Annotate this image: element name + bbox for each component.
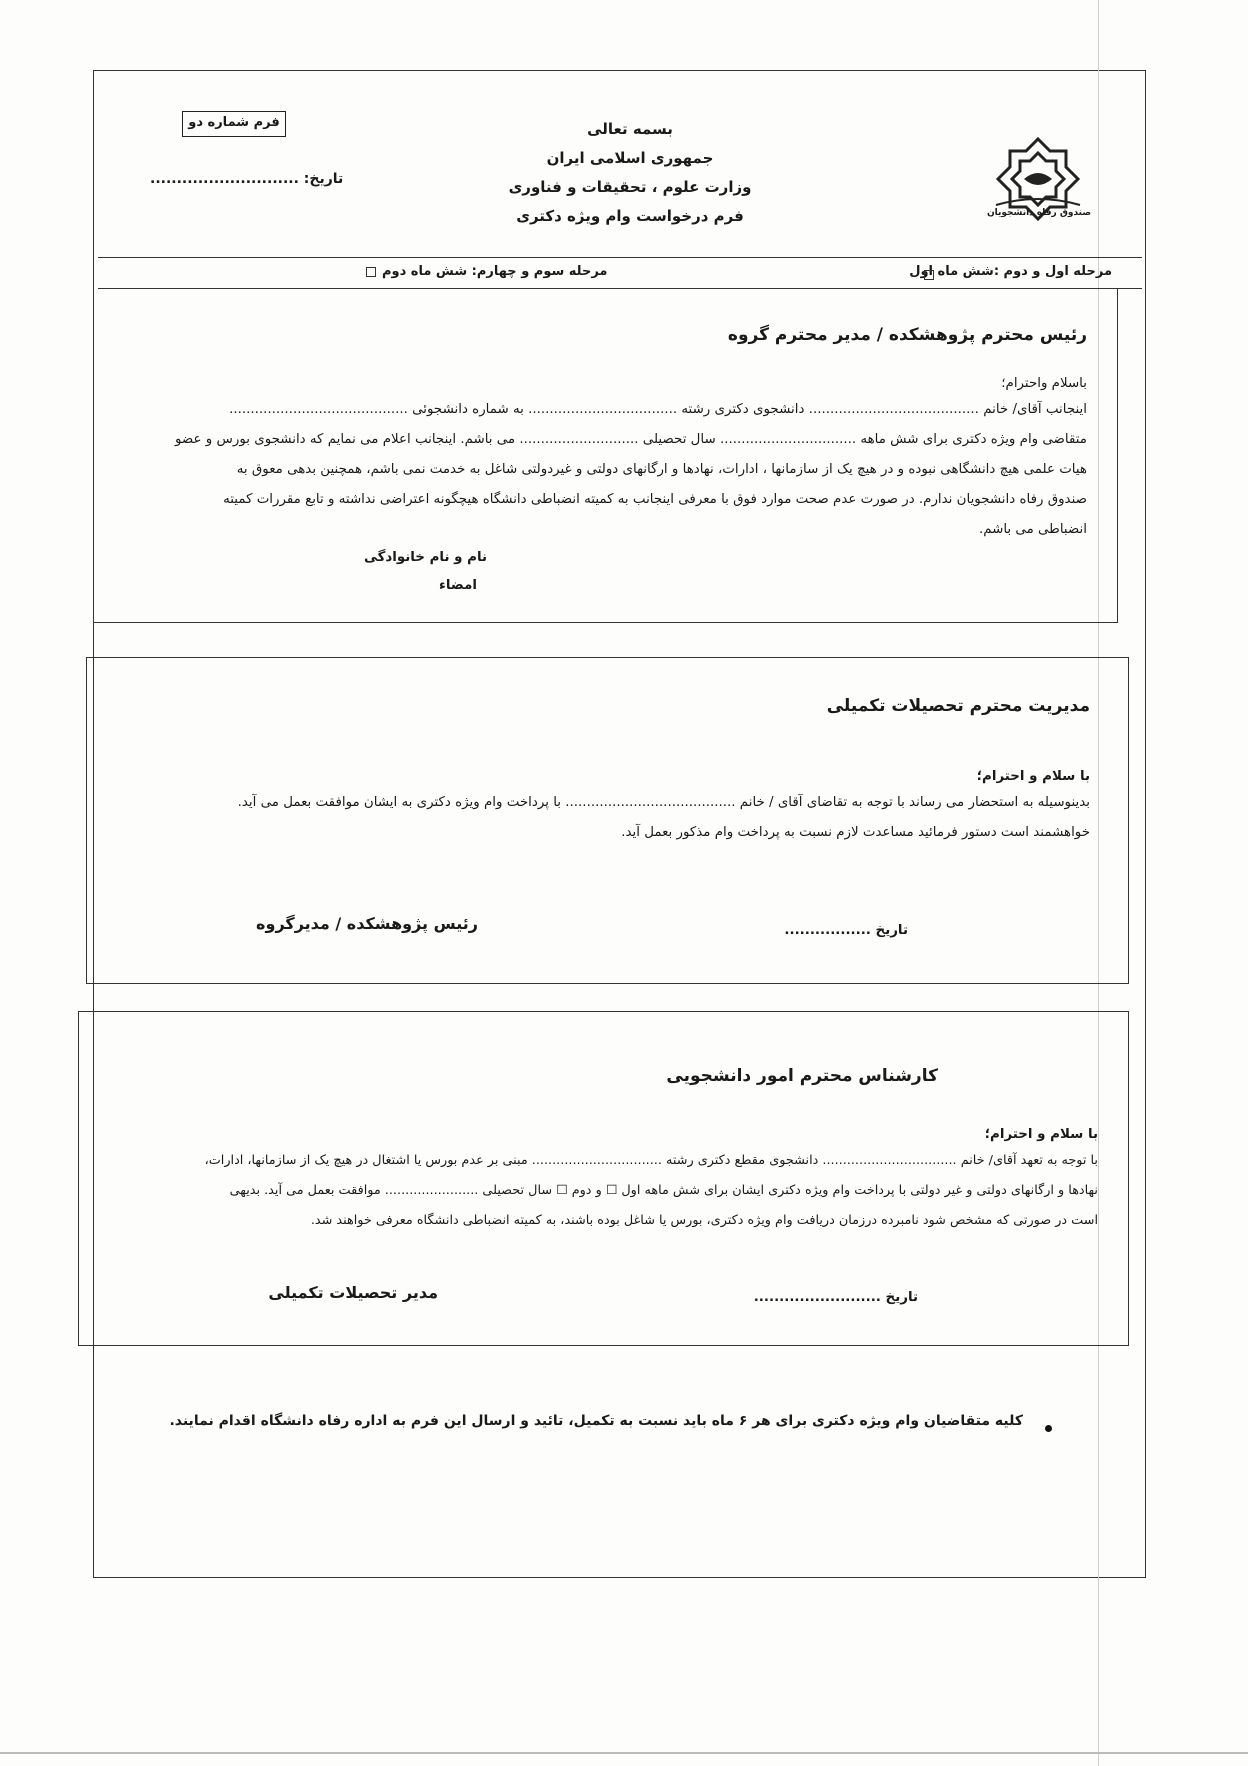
footnote: کلیه متقاضیان وام ویژه دکتری برای هر ۶ ماه باید نسبت به تکمیل، تائید و ارسال این فرم به اداره رفاه دانشگاه اقدام نمایند. — [169, 1413, 1023, 1429]
section2-date: تاریخ ................. — [784, 923, 908, 938]
section3-heading: کارشناس محترم امور دانشجویی — [666, 1066, 938, 1086]
stage-second-text: مرحله سوم و چهارم: شش ماه دوم — [382, 264, 608, 279]
footnote-bullet — [1045, 1425, 1052, 1432]
header-line3: وزارت علوم ، تحقیقات و فناوری — [508, 178, 752, 196]
scan-bottom-edge — [0, 1752, 1248, 1754]
section3-greeting: با سلام و احترام؛ — [984, 1127, 1098, 1142]
section1-line4: صندوق رفاه دانشجویان ندارم. در صورت عدم صحت موارد فوق با معرفی اینجانب به کمیته انضباطی دانشگاه هیچگونه اعتراضی نداشته و تابع مقررات کمیته — [223, 492, 1087, 507]
form-number: فرم شماره دو — [182, 111, 286, 137]
section1-line2: متقاضی وام ویژه دکتری برای شش ماهه ................................ سال تحصیلی ............................ می باشم. اینجانب اعلام می نمایم که دانشجوی بورس و عضو — [175, 432, 1087, 447]
section2-line2: خواهشمند است دستور فرمائید مساعدت لازم نسبت به پرداخت وام مذکور بعمل آید. — [621, 825, 1090, 840]
section1-line5: انضباطی می باشم. — [978, 522, 1087, 537]
logo-caption: صندوق رفاه دانشجویان — [986, 208, 1092, 218]
section3-line2: نهادها و ارگانهای دولتی و غیر دولتی با پرداخت وام ویژه دکتری ایشان برای شش ماهه اول ☐ و دوم ☐ سال تحصیلی ....................... موافقت بعمل می آید. بدیهی — [229, 1183, 1098, 1198]
stage-second-checkbox[interactable] — [366, 267, 376, 277]
section1-box — [93, 289, 1118, 623]
stage-bar — [98, 257, 1142, 289]
name-label: نام و نام خانوادگی — [364, 550, 487, 565]
section2-box — [86, 657, 1129, 984]
signature-label: امضاء — [439, 578, 477, 593]
stage-first-label: مرحله اول و دوم :شش ماه اول — [909, 264, 1112, 279]
header — [470, 115, 790, 231]
section1-heading: رئیس محترم پژوهشکده / مدیر محترم گروه — [727, 325, 1087, 345]
header-line2: جمهوری اسلامی ایران — [546, 149, 714, 167]
section2-signer: رئیس پژوهشکده / مدیرگروه — [256, 914, 478, 933]
stage-second-label — [360, 264, 607, 279]
section3-line3: است در صورتی که مشخص شود نامبرده درزمان دریافت وام ویژه دکتری، بورس یا شاغل بوده باشند، به کمیته انضباطی دانشگاه معرفی خواهند شد. — [310, 1213, 1098, 1228]
stage-first-checkbox[interactable] — [924, 270, 934, 280]
section2-line1: بدینوسیله به استحضار می رساند با توجه به تقاضای آقای / خانم ........................................ با پرداخت وام ویژه دکتری به ایشان موافقت بعمل می آید. — [237, 795, 1090, 810]
top-date: تاریخ: ............................ — [150, 171, 344, 187]
section3-box — [78, 1011, 1129, 1346]
section1-greeting: باسلام واحترام؛ — [1001, 376, 1087, 391]
section3-date: تاریخ ......................... — [753, 1290, 918, 1305]
section2-greeting: با سلام و احترام؛ — [976, 769, 1090, 784]
header-line4: فرم درخواست وام ویژه دکتری — [516, 207, 744, 225]
section2-heading: مدیریت محترم تحصیلات تکمیلی — [826, 696, 1090, 716]
header-line1: بسمه تعالی — [587, 120, 673, 138]
section1-line1: اینجانب آقای/ خانم ........................................ دانشجوی دکتری رشته ................................... به شماره دانشجوئی .......................................... — [229, 402, 1087, 417]
section3-line1: با توجه به تعهد آقای/ خانم ................................. دانشجوی مقطع دکتری رشته ................................ مبنی بر عدم بورس یا اشتغال در هیچ یک از سازمانها، ادارات، — [204, 1153, 1098, 1168]
section3-signer: مدیر تحصیلات تکمیلی — [268, 1283, 438, 1302]
section1-line3: هیات علمی هیچ دانشگاهی نبوده و در هیچ یک از سازمانها ، ادارات، نهادها و ارگانهای دولتی و غیردولتی شاغل به خدمت نمی باشم، همچنین بدهی معوق به — [236, 462, 1087, 477]
